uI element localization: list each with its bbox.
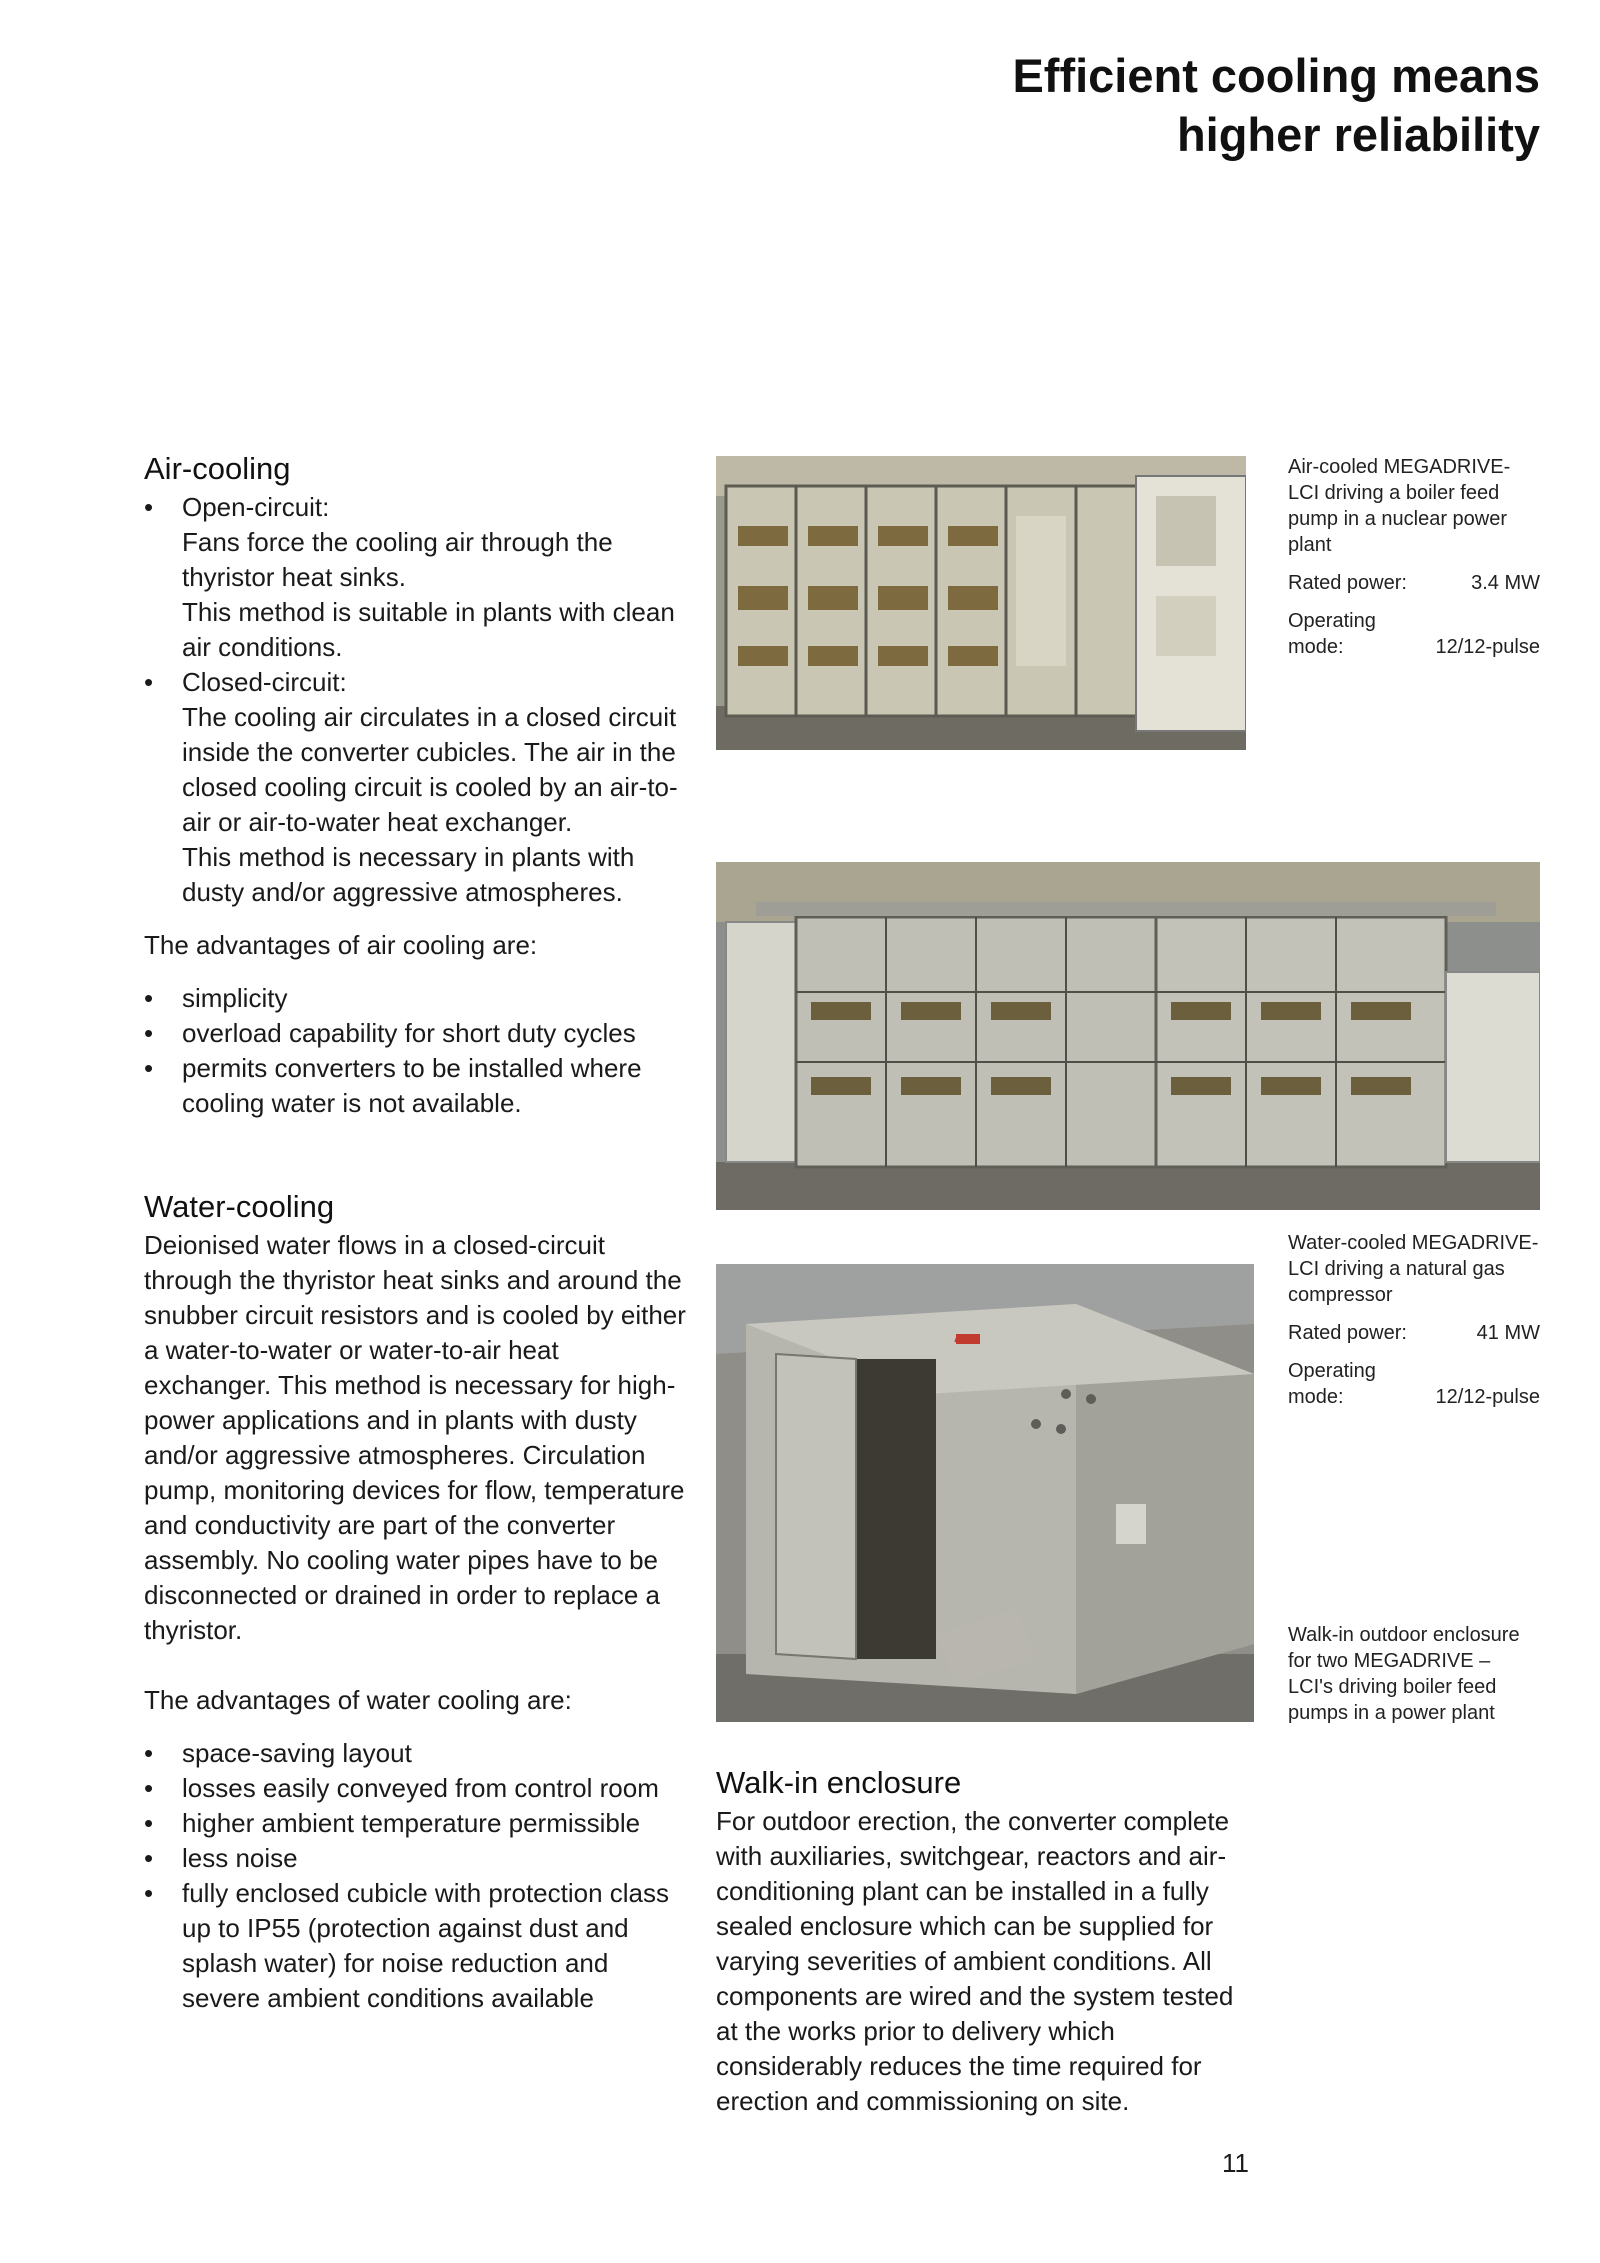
advantage-text: simplicity: [182, 983, 288, 1013]
photo-illustration: [716, 456, 1246, 750]
operating-mode-row: [1288, 608, 1540, 660]
method-text: This method is necessary in plants with dusty and/or aggressive atmospheres.: [182, 842, 635, 907]
air-advantages-list: [144, 981, 690, 1121]
page-title-line-2: higher reliability: [1176, 108, 1540, 161]
caption-text: Water-cooled MEGADRIVE-LCI driving a natural gas compressor: [1288, 1232, 1539, 1306]
operating-mode-label: mode:: [1288, 636, 1344, 658]
advantage-text: space-saving layout: [182, 1738, 412, 1768]
method-text: Fans force the cooling air through the thyristor heat sinks.: [182, 527, 613, 592]
air-cooling-section: [144, 450, 690, 1121]
list-item: [144, 1016, 690, 1051]
method-text: This method is suitable in plants with clean air conditions.: [182, 597, 675, 662]
bullet: •: [144, 1808, 154, 1838]
page-title: [740, 46, 1540, 164]
rated-power-label: Rated power:: [1288, 1322, 1407, 1344]
bullet: •: [144, 1878, 154, 1908]
bullet: •: [144, 1738, 154, 1768]
air-cooling-heading: Air-cooling: [144, 451, 291, 486]
rated-power-row: [1288, 1320, 1540, 1346]
water-cooled-caption: [1288, 1230, 1540, 1410]
list-item: [144, 665, 690, 910]
bullet: •: [144, 1018, 154, 1048]
water-cooling-heading: Water-cooling: [144, 1189, 335, 1224]
list-item: [144, 1051, 690, 1121]
operating-mode-value: 12/12-pulse: [1435, 1386, 1540, 1408]
water-advantages-intro: The advantages of water cooling are:: [144, 1685, 572, 1715]
water-cooling-body: Deionised water flows in a closed-circuit through the thyristor heat sinks and around the snubber circuit resistors and is cooled by either a water-to-water or water-to-air heat exchanger. This method is necessary for high-power applications and in plants with dusty and/or aggressive atmospheres. Circulation pump, monitoring devices for flow, temperature and conductivity are part of the converter assembly. No cooling water pipes have to be disconnected or drained in order to replace a thyristor.: [144, 1230, 686, 1645]
abb-logo: ABB: [954, 1333, 978, 1345]
bullet: •: [144, 492, 154, 522]
bullet: •: [144, 1773, 154, 1803]
operating-mode-row: [1288, 1358, 1540, 1410]
walk-in-enclosure-photo: [716, 1264, 1254, 1722]
method-label: Open-circuit:: [182, 492, 330, 522]
method-label: Closed-circuit:: [182, 667, 347, 697]
advantage-text: fully enclosed cubicle with protection class up to IP55 (protection against dust and splash water) for noise reduction and severe ambient conditions available: [182, 1878, 670, 2013]
air-cooling-methods-list: [144, 490, 690, 910]
rated-power-value: 41 MW: [1476, 1322, 1540, 1344]
water-cooling-section: [144, 1188, 690, 2016]
operating-mode-label: Operating: [1288, 1360, 1376, 1382]
bullet: •: [144, 1053, 154, 1083]
air-advantages-intro: The advantages of air cooling are:: [144, 930, 538, 960]
page-number: 11: [1222, 2148, 1249, 2178]
list-item: [144, 1806, 690, 1841]
walk-in-body: For outdoor erection, the converter complete with auxiliaries, switchgear, reactors and air-conditioning plant can be installed in a fully sealed enclosure which can be supplied for varying severities of ambient conditions. All components are wired and the system tested at the works prior to delivery which considerably reduces the time required for erection and commissioning on site.: [716, 1806, 1234, 2116]
advantage-text: losses easily conveyed from control room: [182, 1773, 659, 1803]
advantage-text: permits converters to be installed where cooling water is not available.: [182, 1053, 642, 1118]
bullet: •: [144, 667, 154, 697]
photo-illustration: [716, 1264, 1254, 1722]
walk-in-caption: [1288, 1622, 1540, 1726]
air-cooled-converter-photo: [716, 456, 1246, 750]
list-item: [144, 1876, 690, 2016]
air-cooled-caption: [1288, 454, 1540, 660]
caption-text: Air-cooled MEGADRIVE-LCI driving a boiler feed pump in a nuclear power plant: [1288, 456, 1511, 556]
list-item: [144, 981, 690, 1016]
water-cooled-converter-photo: [716, 862, 1540, 1210]
bullet: •: [144, 1843, 154, 1873]
list-item: [144, 1771, 690, 1806]
list-item: [144, 1841, 690, 1876]
operating-mode-label: mode:: [1288, 1386, 1344, 1408]
walk-in-section: [716, 1764, 1256, 2119]
operating-mode-value: 12/12-pulse: [1435, 636, 1540, 658]
caption-text: Walk-in outdoor enclosure for two MEGADRIVE – LCI's driving boiler feed pumps in a power plant: [1288, 1624, 1520, 1724]
page-title-line-1: Efficient cooling means: [1012, 49, 1540, 102]
method-text: The cooling air circulates in a closed circuit inside the converter cubicles. The air in the closed cooling circuit is cooled by an air-to-air or air-to-water heat exchanger.: [182, 702, 678, 837]
list-item: [144, 1736, 690, 1771]
advantage-text: less noise: [182, 1843, 298, 1873]
advantage-text: overload capability for short duty cycles: [182, 1018, 636, 1048]
operating-mode-label: Operating: [1288, 610, 1376, 632]
photo-illustration: [716, 862, 1540, 1210]
walk-in-heading: Walk-in enclosure: [716, 1765, 962, 1800]
rated-power-value: 3.4 MW: [1471, 572, 1540, 594]
advantage-text: higher ambient temperature permissible: [182, 1808, 641, 1838]
rated-power-label: Rated power:: [1288, 572, 1407, 594]
water-advantages-list: [144, 1736, 690, 2016]
list-item: [144, 490, 690, 665]
rated-power-row: [1288, 570, 1540, 596]
bullet: •: [144, 983, 154, 1013]
